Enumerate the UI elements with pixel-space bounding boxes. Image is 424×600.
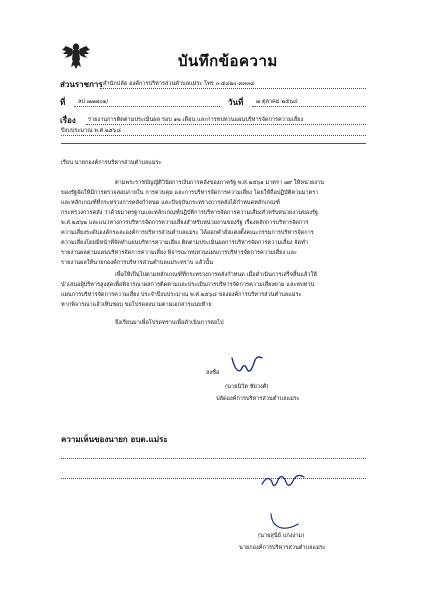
ref-value: ลป ๗๗๗๐๑/: [78, 99, 109, 105]
para1-line: พ.ศ.๒๕๖๒ และแนวทางการบริหารจัดการความเสี่ยงสำหรับหน่วยงานของรัฐ เรื่องหลักการบริหารจัดการ: [61, 220, 309, 226]
signer1-position: ปลัดองค์การบริหารส่วนตำบลแม่ระ: [216, 396, 300, 402]
subject-line-2: ปีงบประมาณ พ.ศ.๒๕๖๘: [61, 128, 121, 134]
agency-underline: [100, 88, 366, 89]
closing-line: จึงเรียนมาเพื่อโปรดทราบเพื่อดำเนินการต่อไป: [115, 320, 224, 326]
signer1-name: (นายนิวิต ชัยวงศ์): [225, 384, 269, 390]
para1-line: รายงานผลให้นายกองค์การบริหารส่วนตำบลแม่ระทราบ แล้วนั้น: [61, 260, 214, 266]
opinion-line-2: [61, 478, 366, 479]
opinion-signature-mark: [258, 470, 316, 498]
agency-value: สำนักปลัด องค์การบริหารส่วนตำบลแม่ระ โทร ๐-๕๔๒๐-๓๓๓๔: [103, 81, 255, 87]
opinion-line-1: [61, 458, 366, 459]
para1-line: ความเสี่ยงโดยมีหน้าที่จัดทำแผนบริหารความเสี่ยง ติดตามประเมินผลการบริหารจัดการความเสี่ยง จัดทำ: [61, 240, 308, 246]
opinion-label: ความเห็นของนายก อบต.แม่ระ: [61, 435, 168, 444]
para2-line: เพื่อให้เป็นไปตามหลักเกณฑ์ที่กระทรวงการคลังกำหนด เมื่อดำเนินการเสร็จสิ้นแล้วให้: [115, 272, 317, 278]
date-value: ๗ ตุลาคม ๒๕๖๘: [256, 99, 298, 105]
opinion-position: นายกองค์การบริหารส่วนตำบลแม่ระ: [239, 545, 326, 551]
ref-label: ที่: [60, 98, 66, 107]
opinion-name: (นายสุนีย์ แก่งงาม): [258, 533, 305, 539]
signature-mark: [228, 352, 276, 378]
opinion-signature-flourish: [268, 510, 308, 532]
subject-label: เรื่อง: [60, 116, 76, 125]
ref-underline: [74, 106, 220, 107]
date-underline: [252, 106, 366, 107]
para2-line: หากพิจารณาแล้วเห็นชอบ ขอโปรดลงนามตามเอกสารแนบท้าย: [61, 302, 212, 308]
para1-line: กระทรวงการคลัง ว่าด้วยมาตรฐานและหลักเกณฑ์ปฏิบัติการบริหารจัดการความเสี่ยงสำหรับหน่วยงานของรัฐ: [61, 210, 319, 216]
garuda-emblem-icon: [60, 40, 92, 72]
memo-title: บันทึกข้อความ: [178, 52, 278, 70]
para1-line: ความเสี่ยงระดับองค์กรและองค์การบริหารส่วนตำบลแม่ระ ได้ออกคำสั่งแต่งตั้งคณะกรรมการบริหารจัดการ: [61, 230, 314, 236]
para1-line: ของรัฐจัดให้มีการตรวจสอบภายใน การควบคุม และการบริหารจัดการความเสี่ยง โดยให้ถือปฏิบัติตามมาตรา: [61, 190, 319, 196]
para1-line: และหลักเกณฑ์ที่กระทรวงการคลังกำหนด และปัจจุบันกระทรวงการคลังได้กำหนดหลักเกณฑ์: [61, 200, 280, 206]
subject-line-1: รายงานการติดตามประเมินผล รอบ ๑๒ เดือน และการทบทวนแผนบริหารจัดการความเสี่ยง: [88, 117, 304, 123]
para1-line: ตามพระราชบัญญัติวินัยการเงินการคลังของภาครัฐ พ.ศ.๒๕๖๑ มาตรา ๗๙ ให้หน่วยงาน: [115, 180, 324, 186]
agency-label: ส่วนราชการ: [60, 80, 103, 89]
para2-line: นำเสนอผู้บริหารสูงสุดเพื่อพิจารณาผลการติดตามและประเมินการบริหารจัดการความเสี่ยงตาม และทบทวน: [61, 282, 315, 288]
header-divider: [61, 143, 366, 144]
subject-underline-1: [86, 124, 366, 125]
subject-underline-2: [61, 135, 366, 136]
date-label: วันที่: [228, 98, 244, 107]
para2-line: แผนการบริหารจัดการความเสี่ยง ประจำปีงบประมาณ พ.ศ.๒๕๖๘ ขององค์การบริหารส่วนตำบลแม่ระ: [61, 292, 302, 298]
sign-label: ลงชื่อ: [206, 370, 220, 376]
salutation: เรียน นายกองค์การบริหารส่วนตำบลแม่ระ: [61, 160, 162, 166]
para1-line: รายงานผลตามแผนบริหารจัดการความเสี่ยง พิจารณาทบทวนแผนการบริหารจัดการความเสี่ยง และ: [61, 250, 297, 256]
